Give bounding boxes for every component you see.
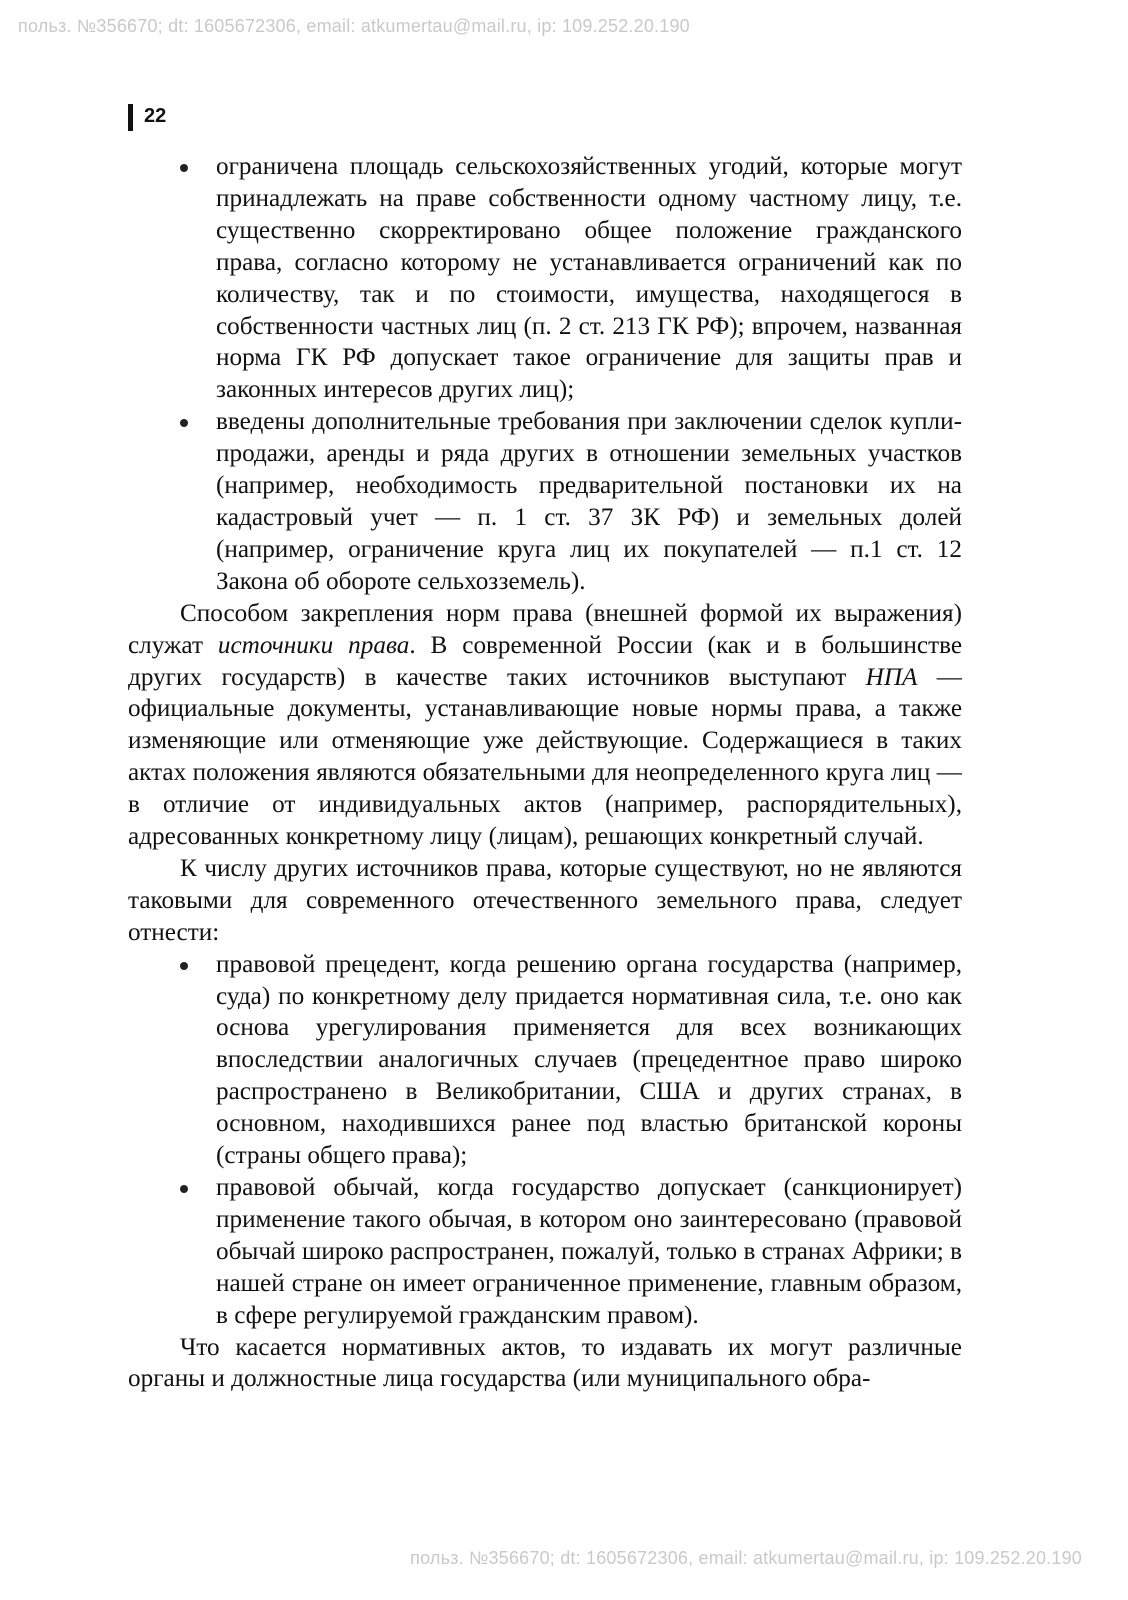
- list-item: [128, 406, 962, 597]
- bullet-icon: [180, 164, 188, 172]
- term-npa: НПА: [865, 663, 918, 691]
- bullet-icon: [180, 419, 188, 427]
- paragraph-text: Способом закрепления норм права (внешней формой их выражения) служат: [128, 599, 962, 659]
- list-item-text: правовой прецедент, когда решению органа государства (например, суда) по конкретному делу придается нормативная сила, т.е. оно как основа урегулирования применяется для всех возникающих впоследствии аналогичных случаев (прецедентное право широко распространено в Великобритании, США и других странах, в основном, находившихся ранее под властью британской короны (страны общего права);: [216, 950, 962, 1170]
- page-body: [128, 151, 962, 1395]
- list-item: [128, 151, 962, 406]
- list-item-text: введены дополнительные требования при заключении сделок купли-продажи, аренды и ряда других в отношении земельных участков (например, необходимость предварительной постановки их на кадастровый учет — п. 1 ст. 37 ЗК РФ) и земельных долей (например, ограничение круга лиц их покупателей — п.1 ст. 12 Закона об обороте сельхозземель).: [216, 408, 962, 595]
- list-item-text: правовой обычай, когда государство допускает (санкционирует) применение такого обычая, в котором оно заинтересовано (правовой обычай широко распространен, пожалуй, только в странах Африки; в нашей стране он имеет ограниченное применение, главным образом, в сфере регулируемой гражданским правом).: [216, 1174, 962, 1329]
- bullet-list-other-sources: [128, 949, 962, 1332]
- bullet-icon: [180, 962, 188, 970]
- list-item: [128, 949, 962, 1172]
- paragraph-normative-acts: Что касается нормативных актов, то издавать их могут различные органы и должностные лица государства (или муниципального обра-: [128, 1333, 962, 1393]
- paragraph-text: — официальные документы, устанавливающие новые нормы права, а также изменяющие или отменяющие уже действующие. Содержащиеся в таких актах положения являются обязательными для неопределенного круга лиц — в отличие от индивидуальных актов (например, распорядительных), адресованных конкретному лицу (лицам), решающих конкретный случай.: [128, 663, 962, 851]
- list-item-text: ограничена площадь сельскохозяйственных угодий, которые могут принадлежать на праве собственности одному частному лицу, т.е. существенно скорректировано общее положение гражданского права, согласно которому не устанавливается ограничений как по количеству, так и по стоимости, имущества, находящегося в собственности частных лиц (п. 2 ст. 213 ГК РФ); впрочем, названная норма ГК РФ допускает такое ограничение для защиты прав и законных интересов других лиц);: [216, 153, 962, 404]
- page-number-bar: [128, 104, 133, 131]
- paragraph-text: . В современной России (как и в большинстве других государств) в качестве таких источников выступают: [128, 631, 963, 691]
- page-number: 22: [144, 105, 167, 127]
- bullet-icon: [180, 1185, 188, 1193]
- watermark-top: польз. №356670; dt: 1605672306, email: atkumertau@mail.ru, ip: 109.252.20.190: [18, 16, 690, 36]
- watermark-bottom: польз. №356670; dt: 1605672306, email: atkumertau@mail.ru, ip: 109.252.20.190: [410, 1548, 1082, 1568]
- term-sources-of-law: источники права: [217, 631, 410, 659]
- paragraph-sources-of-law: [128, 598, 962, 853]
- list-item: [128, 1172, 962, 1332]
- paragraph-other-sources: К числу других источников права, которые существуют, но не являются таковыми для современного отечественного земельного права, следует отнести:: [128, 854, 962, 946]
- bullet-list-restrictions: [128, 151, 962, 598]
